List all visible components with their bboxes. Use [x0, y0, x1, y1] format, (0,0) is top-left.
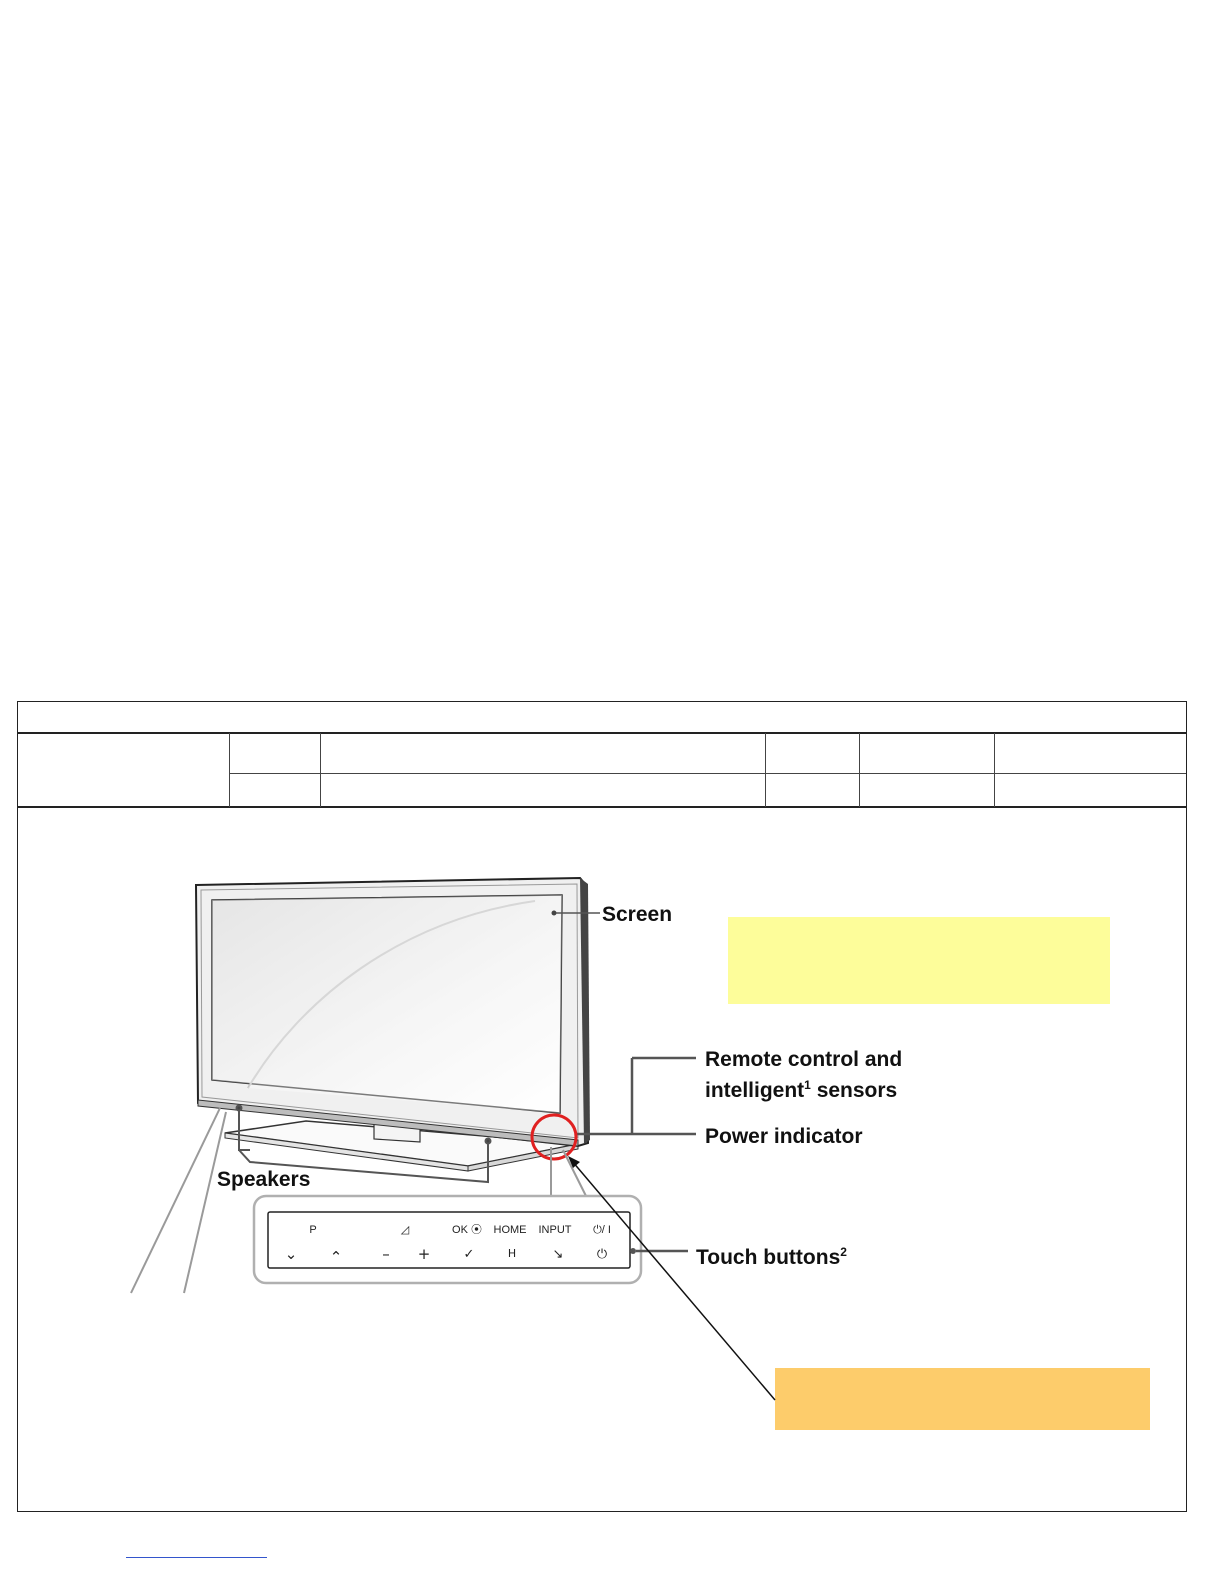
channel-up-icon: ⌃	[329, 1248, 343, 1266]
touch-label-volume: ◿	[400, 1224, 410, 1236]
power-icon: ⏻	[596, 1247, 608, 1262]
touch-label-input: INPUT	[538, 1224, 572, 1236]
touch-buttons-label	[696, 1240, 847, 1270]
touch-buttons-footnote-2: 2	[840, 1245, 847, 1259]
touch-label-ok: OK ⦿	[452, 1224, 482, 1236]
screen-label: Screen	[602, 903, 673, 926]
home-icon: H	[507, 1247, 517, 1260]
volume-down-icon: –	[382, 1245, 390, 1263]
input-arrow-icon: ↘	[552, 1247, 564, 1262]
ok-check-icon: ✓	[463, 1247, 475, 1262]
touch-buttons-text: Touch buttons	[696, 1246, 841, 1269]
volume-up-icon: +	[417, 1245, 431, 1263]
sensors-label-intelligent: intelligent	[705, 1079, 805, 1102]
sensors-footnote-1: 1	[804, 1078, 811, 1092]
sensors-label-line1: Remote control and	[705, 1048, 903, 1071]
touch-label-p: P	[309, 1224, 317, 1236]
sensors-label-sensors: sensors	[810, 1079, 898, 1102]
touch-label-home: HOME	[493, 1224, 527, 1236]
hyperlink-underline[interactable]	[126, 1557, 267, 1558]
power-indicator-label: Power indicator	[705, 1125, 863, 1148]
touch-label-power: ⏻/ I	[593, 1224, 611, 1236]
sensors-label-line2	[705, 1073, 897, 1103]
speakers-label: Speakers	[217, 1168, 311, 1191]
channel-down-icon: ⌄	[284, 1245, 298, 1263]
